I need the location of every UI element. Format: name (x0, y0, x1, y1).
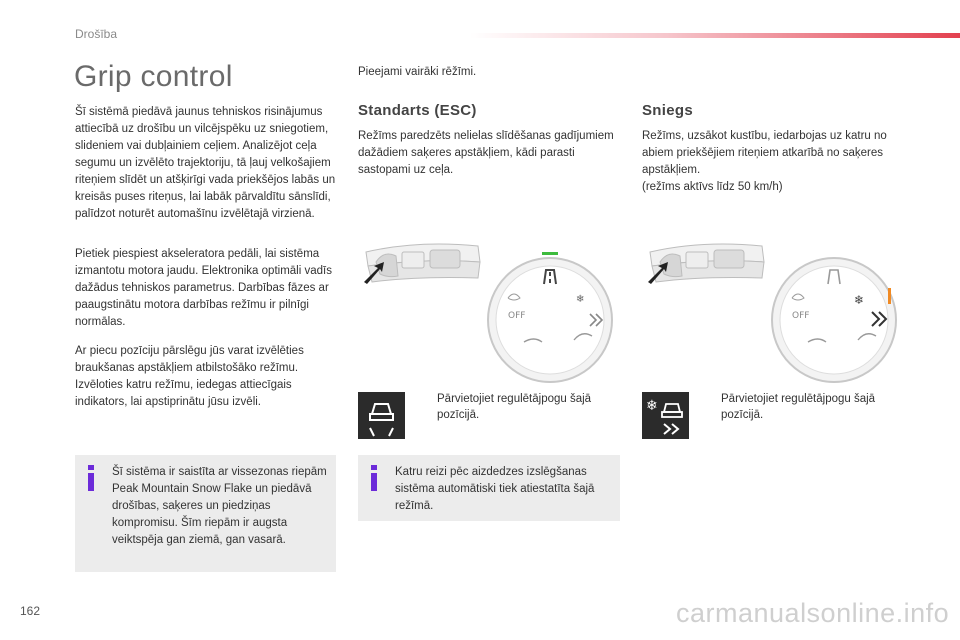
mode-dial-icon (772, 258, 896, 382)
snow-heading: Sniegs (642, 102, 693, 119)
svg-text:❄: ❄ (646, 398, 658, 414)
instruction-text: Pārvietojiet regulētājpogu šajā pozīcijā. (721, 393, 876, 421)
watermark: carmanualsonline.info (676, 598, 950, 628)
modes-intro: Pieejami vairāki rēžīmi. (358, 66, 477, 78)
info-box-reset (358, 455, 620, 521)
snow-description-note: (režīms aktīvs līdz 50 km/h) (642, 181, 783, 193)
dial-off-label: OFF (508, 311, 526, 321)
page-number: 162 (20, 604, 41, 618)
mode-dial-icon (488, 252, 612, 382)
snow-description (642, 128, 902, 196)
standard-description: Režīms paredzēts nelielas slīdēšanas gadījumiem dažādiem saķeres apstākļiem, kādi parasti sastopami uz ceļa. (358, 130, 614, 176)
snow-dial-illustration (642, 232, 904, 384)
info-text: Katru reizi pēc aizdedzes izslēgšanas sistēma automātiski tiek atiestatīta šajā režīmā. (395, 466, 595, 512)
snow-mode-icon (642, 392, 689, 439)
standard-instruction (420, 391, 610, 423)
selector-paragraph: Ar piecu pozīciju pārslēgu jūs varat izvēlēties braukšanas apstākļiem atbilstošāko režīmu. Izvēloties katru režīmu, iedegas attiecīgais indikators, lai apstiprinātu jūsu izvēli. (75, 345, 304, 408)
accelerator-paragraph: Pietiek piespiest akseleratora pedāli, lai sistēma izmantotu motora jaudu. Elektronika optimāli vadīs dažādus tehniskos parametrus. Darbības fāzes ar paaugstinātu motora darbības režīmu ir pilnīgi normālas. (75, 248, 332, 328)
svg-text:❄: ❄ (576, 294, 585, 305)
header-accent-bar (470, 33, 960, 38)
intro-paragraph: Šī sistēmā piedāvā jaunus tehniskos risinājumus attiecībā uz drošību un vilcējspēku uz sniegotiem, slideniem vai dubļainiem ceļiem. Analizējot ceļa segumu un izvēlēto trajektoriju, tā ļauj velkošajiem riteņiem slīdēt un atšķirīgi vada priekšējos labās un kreisās puses riteņus, lai labāk pārvaldītu sānslīdi, palīdzot noturēt automašīnu izvēlētajā virzienā. (75, 106, 336, 220)
info-box-tyres (75, 455, 336, 572)
info-text: Šī sistēma ir saistīta ar vissezonas riepām Peak Mountain Snow Flake un piedāvā drošības, saķeres un piedziņas kompromisu. Šīm riepām ir augsta veiktspēja gan ziemā, gan vasarā. (112, 466, 327, 546)
svg-text:❄: ❄ (854, 293, 865, 307)
section-label: Drošība (75, 27, 118, 41)
dial-off-label: OFF (792, 311, 810, 321)
snow-description-line: Režīms, uzsākot kustību, iedarbojas uz katru no abiem priekšējiem riteņiem atkarībā no saķeres apstākļiem. (642, 130, 887, 176)
info-icon (85, 465, 97, 491)
snow-instruction (704, 391, 894, 423)
instruction-text: Pārvietojiet regulētājpogu šajā pozīcijā. (437, 393, 592, 421)
info-icon (368, 465, 380, 491)
page-title: Grip control (74, 60, 233, 93)
standard-heading: Standarts (ESC) (358, 102, 477, 119)
standard-dial-illustration (358, 232, 620, 384)
standard-mode-icon (358, 392, 405, 439)
